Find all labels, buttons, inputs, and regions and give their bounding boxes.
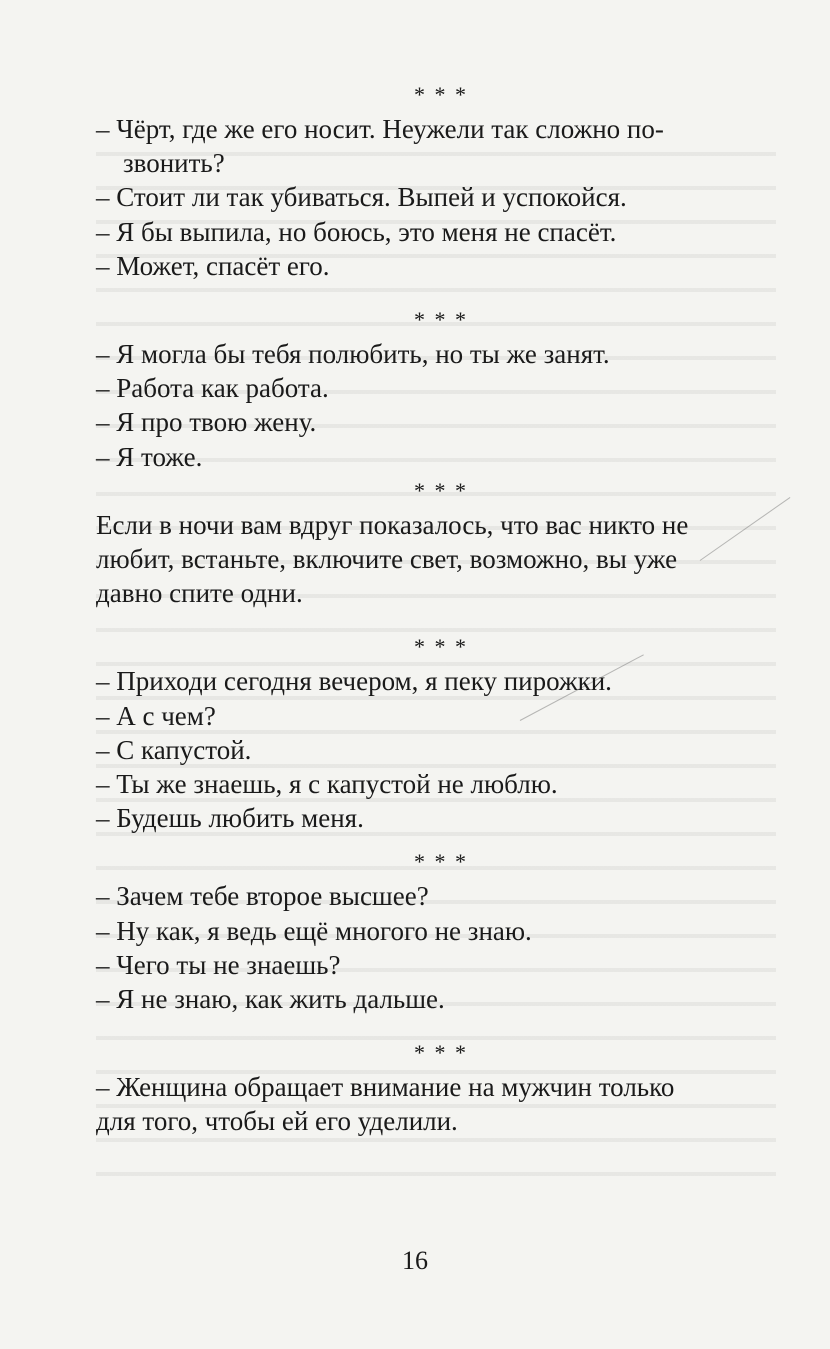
text-line: – Приходи сегодня вечером, я пеку пирожки. <box>96 666 612 697</box>
text-line: – Ну как, я ведь ещё многого не знаю. <box>96 915 532 946</box>
section-separator: * * * <box>414 477 468 503</box>
text-line: для того, чтобы ей его уделили. <box>96 1106 458 1137</box>
dialogue-section <box>96 337 786 474</box>
page-number: 16 <box>402 1246 428 1275</box>
text-line: – Стоит ли так убиваться. Выпей и успокойся. <box>96 182 627 213</box>
text-line: – Я могла бы тебя полюбить, но ты же занят. <box>96 339 610 370</box>
book-page <box>96 78 786 1139</box>
text-line: Если в ночи вам вдруг показалось, что вас никто не <box>96 509 689 540</box>
text-line: – Будешь любить меня. <box>96 803 364 834</box>
text-line: давно спите одни. <box>96 578 303 609</box>
section-separator: * * * <box>414 634 468 660</box>
text-line: – Чего ты не знаешь? <box>96 949 341 980</box>
section-separator: * * * <box>414 849 468 875</box>
text-line: – Я про твою жену. <box>96 407 317 438</box>
text-line: – Я тоже. <box>96 441 203 472</box>
section-separator: * * * <box>414 307 468 333</box>
dialogue-section <box>96 879 786 1016</box>
dialogue-section <box>96 112 786 283</box>
text-line: звонить? <box>123 148 225 179</box>
text-line: – С капустой. <box>96 734 252 765</box>
text-line: – Чёрт, где же его носит. Неужели так сложно по- <box>96 114 664 144</box>
text-line: – Женщина обращает внимание на мужчин только <box>96 1072 675 1103</box>
text-line: – Работа как работа. <box>96 373 329 404</box>
aphorism-section <box>96 1070 786 1138</box>
text-line: любит, встаньте, включите свет, возможно, вы уже <box>96 544 678 575</box>
text-line: – А с чем? <box>96 700 216 731</box>
text-line: – Я не знаю, как жить дальше. <box>96 984 445 1015</box>
text-line: – Зачем тебе второе высшее? <box>96 881 429 912</box>
dialogue-section <box>96 664 786 835</box>
aphorism-section <box>96 508 786 611</box>
text-line: – Ты же знаешь, я с капустой не люблю. <box>96 769 558 800</box>
section-separator: * * * <box>414 1040 468 1066</box>
text-line: – Может, спасёт его. <box>96 250 330 281</box>
section-separator: * * * <box>414 82 468 107</box>
text-line: – Я бы выпила, но боюсь, это меня не спасёт. <box>96 216 617 247</box>
